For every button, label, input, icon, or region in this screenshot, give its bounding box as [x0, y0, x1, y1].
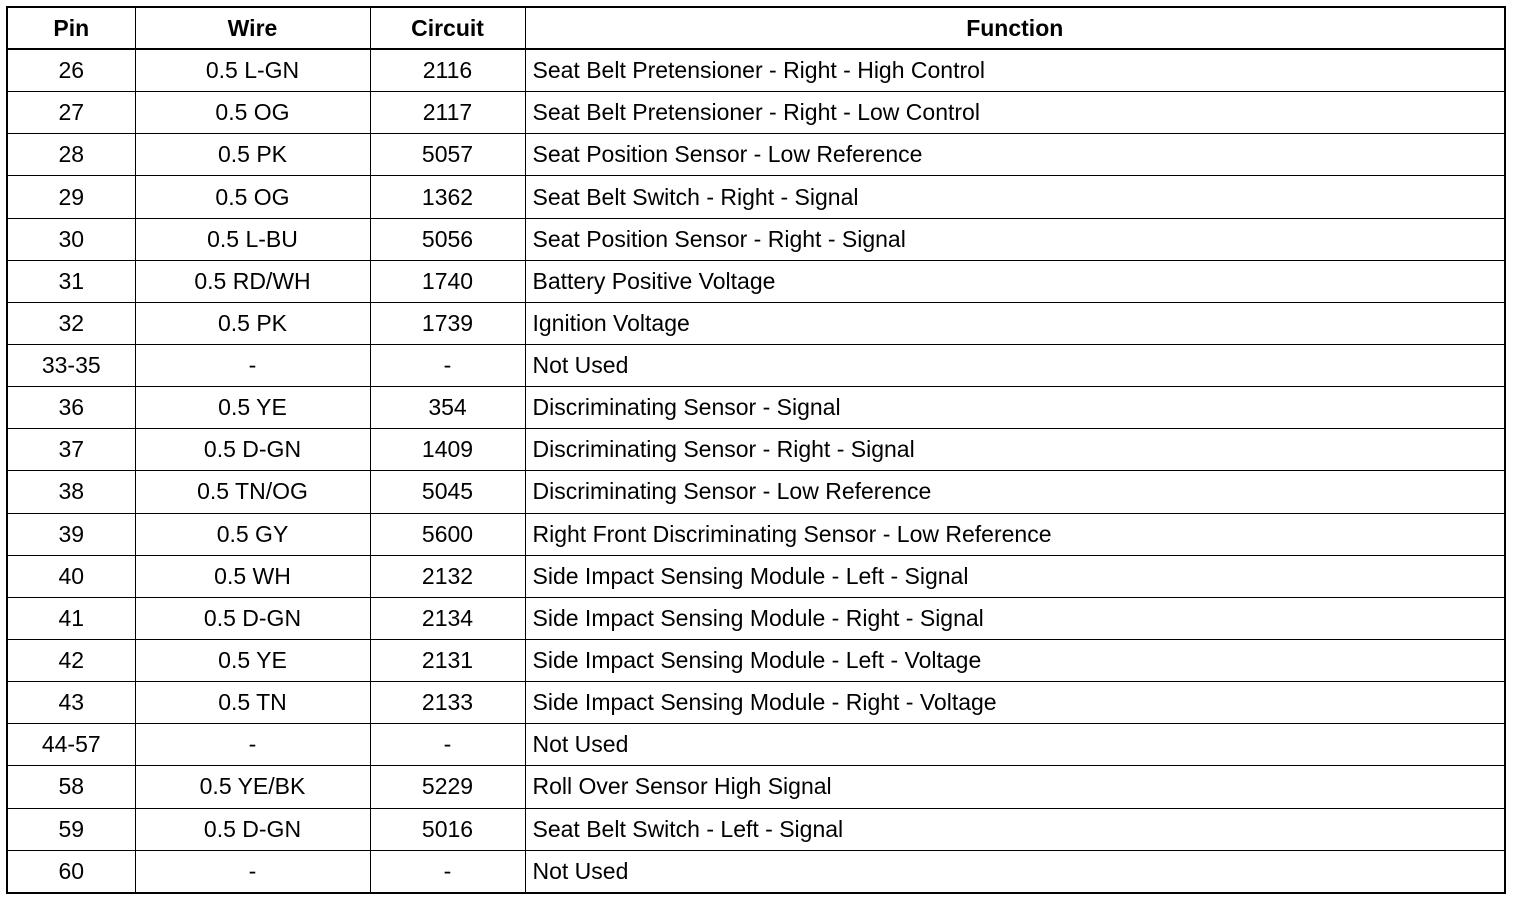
pin-cell: 44-57	[8, 724, 135, 766]
wire-cell: 0.5 TN	[135, 682, 370, 724]
circuit-cell: 5229	[370, 766, 525, 808]
pin-cell: 42	[8, 639, 135, 681]
circuit-cell: -	[370, 345, 525, 387]
circuit-cell: 5016	[370, 808, 525, 850]
pin-cell: 39	[8, 513, 135, 555]
function-cell: Right Front Discriminating Sensor - Low Reference	[525, 513, 1504, 555]
table-row	[8, 302, 1504, 344]
table-row	[8, 429, 1504, 471]
wire-cell: 0.5 L-BU	[135, 218, 370, 260]
table-row	[8, 471, 1504, 513]
function-cell: Side Impact Sensing Module - Left - Signal	[525, 555, 1504, 597]
wire-cell: 0.5 OG	[135, 92, 370, 134]
table-row	[8, 345, 1504, 387]
circuit-cell: 1739	[370, 302, 525, 344]
wire-cell: 0.5 PK	[135, 134, 370, 176]
wire-cell: 0.5 L-GN	[135, 49, 370, 92]
function-cell: Side Impact Sensing Module - Right - Signal	[525, 597, 1504, 639]
table-row	[8, 597, 1504, 639]
connector-pinout-table-frame	[6, 6, 1506, 894]
function-cell: Not Used	[525, 850, 1504, 892]
circuit-cell: 2117	[370, 92, 525, 134]
table-row	[8, 218, 1504, 260]
wire-cell: 0.5 TN/OG	[135, 471, 370, 513]
wire-cell: 0.5 YE	[135, 387, 370, 429]
circuit-cell: 5056	[370, 218, 525, 260]
pin-cell: 60	[8, 850, 135, 892]
wire-cell: 0.5 OG	[135, 176, 370, 218]
circuit-cell: -	[370, 724, 525, 766]
circuit-cell: 1740	[370, 260, 525, 302]
function-cell: Discriminating Sensor - Signal	[525, 387, 1504, 429]
function-cell: Seat Position Sensor - Right - Signal	[525, 218, 1504, 260]
table-row	[8, 555, 1504, 597]
function-cell: Battery Positive Voltage	[525, 260, 1504, 302]
table-row	[8, 49, 1504, 92]
table-row	[8, 513, 1504, 555]
wire-cell: 0.5 D-GN	[135, 429, 370, 471]
wire-cell: 0.5 RD/WH	[135, 260, 370, 302]
table-row	[8, 639, 1504, 681]
wire-cell: 0.5 YE	[135, 639, 370, 681]
function-cell: Discriminating Sensor - Right - Signal	[525, 429, 1504, 471]
wire-cell: 0.5 GY	[135, 513, 370, 555]
wire-cell: 0.5 D-GN	[135, 808, 370, 850]
function-column-header: Function	[525, 8, 1504, 49]
table-row	[8, 766, 1504, 808]
wire-column-header: Wire	[135, 8, 370, 49]
circuit-cell: 1409	[370, 429, 525, 471]
pin-cell: 32	[8, 302, 135, 344]
table-row	[8, 850, 1504, 892]
circuit-cell: 354	[370, 387, 525, 429]
function-cell: Discriminating Sensor - Low Reference	[525, 471, 1504, 513]
table-row	[8, 387, 1504, 429]
function-cell: Not Used	[525, 345, 1504, 387]
circuit-cell: 2134	[370, 597, 525, 639]
pin-cell: 27	[8, 92, 135, 134]
table-row	[8, 176, 1504, 218]
wire-cell: -	[135, 724, 370, 766]
pin-cell: 26	[8, 49, 135, 92]
function-cell: Roll Over Sensor High Signal	[525, 766, 1504, 808]
pin-cell: 58	[8, 766, 135, 808]
function-cell: Seat Belt Switch - Left - Signal	[525, 808, 1504, 850]
pin-cell: 29	[8, 176, 135, 218]
table-row	[8, 808, 1504, 850]
wire-cell: 0.5 YE/BK	[135, 766, 370, 808]
table-row	[8, 682, 1504, 724]
pin-cell: 30	[8, 218, 135, 260]
wire-cell: 0.5 D-GN	[135, 597, 370, 639]
function-cell: Seat Belt Switch - Right - Signal	[525, 176, 1504, 218]
table-header-row	[8, 8, 1504, 49]
pin-cell: 37	[8, 429, 135, 471]
function-cell: Side Impact Sensing Module - Right - Voltage	[525, 682, 1504, 724]
function-cell: Side Impact Sensing Module - Left - Voltage	[525, 639, 1504, 681]
circuit-cell: 2132	[370, 555, 525, 597]
circuit-column-header: Circuit	[370, 8, 525, 49]
table-row	[8, 134, 1504, 176]
table-row	[8, 92, 1504, 134]
pin-cell: 31	[8, 260, 135, 302]
table-row	[8, 260, 1504, 302]
pin-cell: 33-35	[8, 345, 135, 387]
pin-cell: 38	[8, 471, 135, 513]
wire-cell: 0.5 PK	[135, 302, 370, 344]
wire-cell: 0.5 WH	[135, 555, 370, 597]
function-cell: Not Used	[525, 724, 1504, 766]
wire-cell: -	[135, 345, 370, 387]
wire-cell: -	[135, 850, 370, 892]
pin-cell: 40	[8, 555, 135, 597]
circuit-cell: 2131	[370, 639, 525, 681]
circuit-cell: 2133	[370, 682, 525, 724]
circuit-cell: 5045	[370, 471, 525, 513]
pin-cell: 43	[8, 682, 135, 724]
table-row	[8, 724, 1504, 766]
pin-cell: 28	[8, 134, 135, 176]
circuit-cell: 5057	[370, 134, 525, 176]
pin-column-header: Pin	[8, 8, 135, 49]
pin-cell: 36	[8, 387, 135, 429]
function-cell: Seat Belt Pretensioner - Right - High Control	[525, 49, 1504, 92]
circuit-cell: 1362	[370, 176, 525, 218]
pin-cell: 41	[8, 597, 135, 639]
table-body	[8, 49, 1504, 892]
circuit-cell: -	[370, 850, 525, 892]
function-cell: Seat Position Sensor - Low Reference	[525, 134, 1504, 176]
function-cell: Seat Belt Pretensioner - Right - Low Control	[525, 92, 1504, 134]
pin-cell: 59	[8, 808, 135, 850]
function-cell: Ignition Voltage	[525, 302, 1504, 344]
connector-pinout-table	[8, 8, 1504, 892]
circuit-cell: 2116	[370, 49, 525, 92]
circuit-cell: 5600	[370, 513, 525, 555]
